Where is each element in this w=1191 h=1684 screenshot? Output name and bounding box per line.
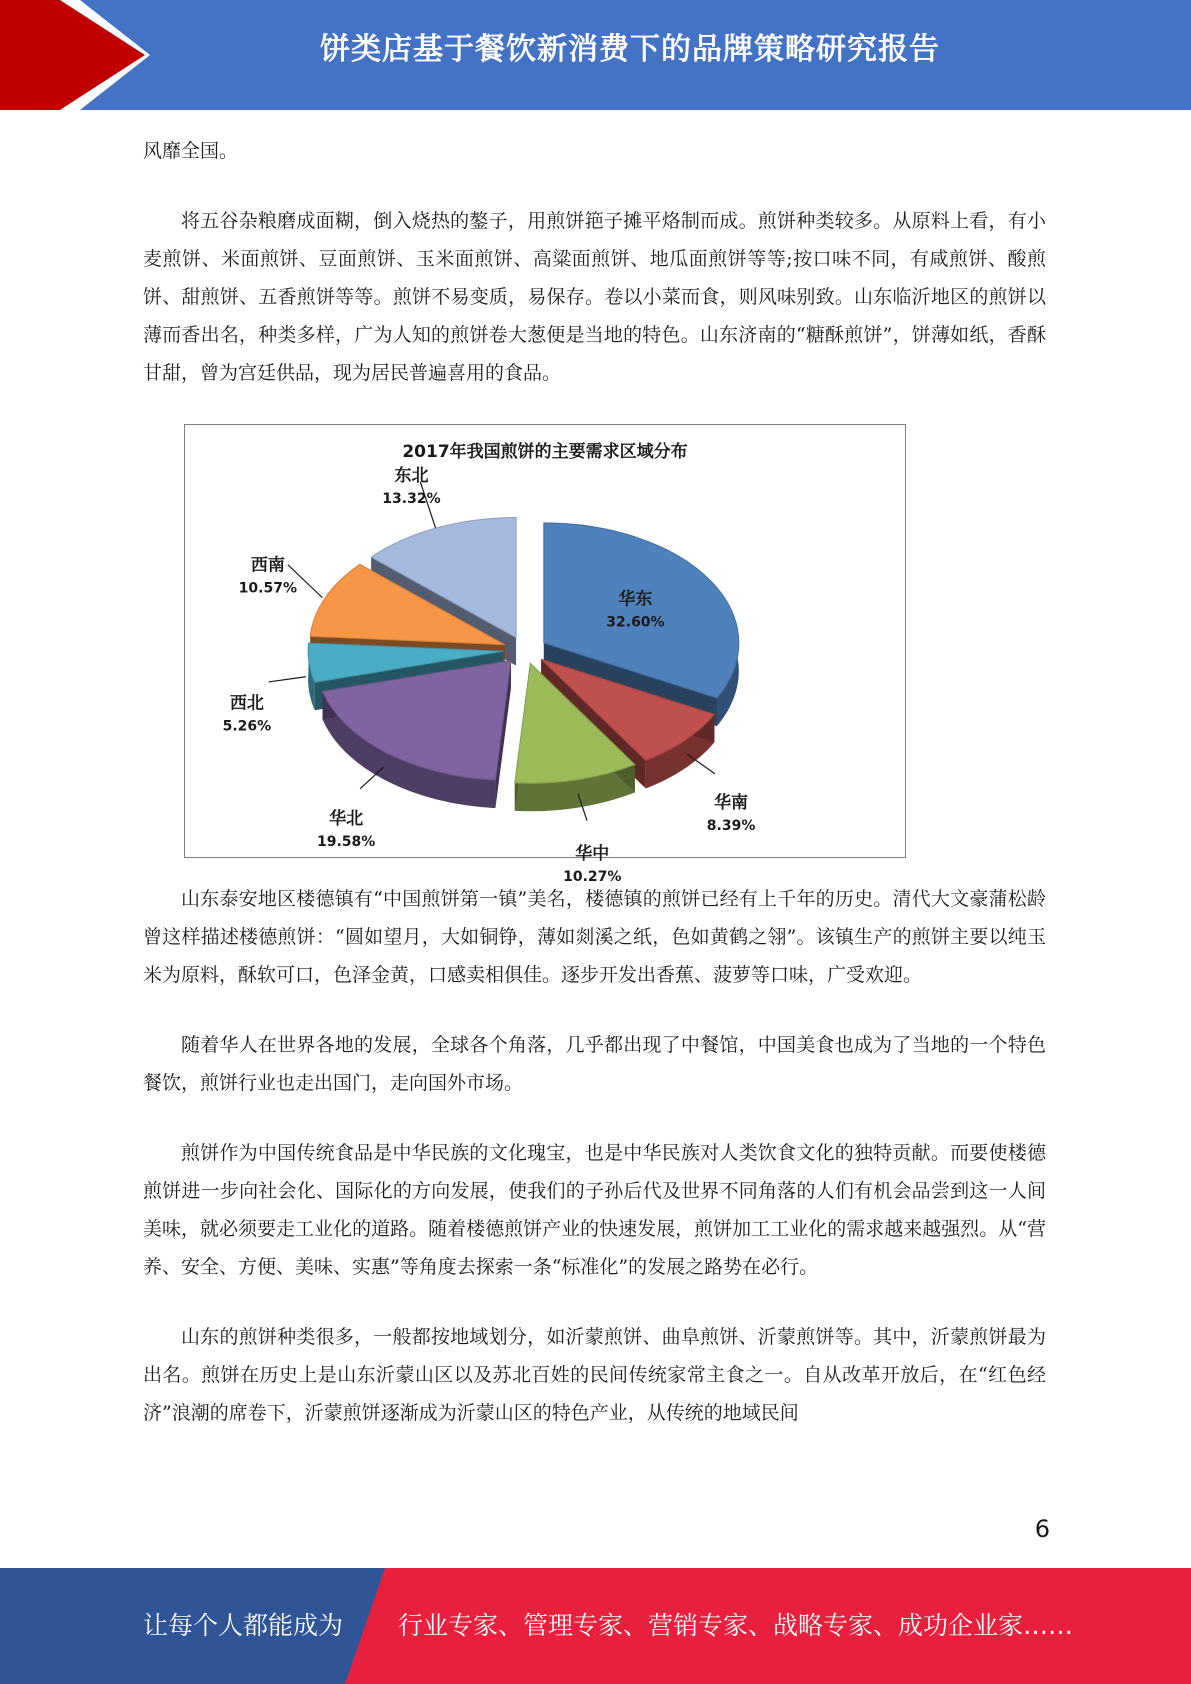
pie-chart <box>185 425 905 885</box>
slice-label: 东北 <box>394 465 429 486</box>
leader-line <box>687 754 715 774</box>
paragraph-shandong-types: 山东的煎饼种类很多，一般都按地域划分，如沂蒙煎饼、曲阜煎饼、沂蒙煎饼等。其中，沂蒙煎饼最为出名。煎饼在历史上是山东沂蒙山区以及苏北百姓的民间传统家常主食之一。自从改革开放后，在“红色经济”浪潮的席卷下，沂蒙煎饼逐渐成为沂蒙山区的特色产业，从传统的地域民间 <box>143 1326 1046 1424</box>
slice-value-label: 5.26% <box>222 718 272 735</box>
slice-label: 西北 <box>229 693 264 714</box>
slice-value-label: 19.58% <box>316 834 376 851</box>
slice-label: 华中 <box>575 843 610 864</box>
slice-label: 华南 <box>714 793 749 814</box>
chart-title: 2017年我国煎饼的主要需求区域分布 <box>402 442 688 462</box>
footer-band <box>0 1568 1191 1684</box>
slice-value-label: 13.32% <box>382 490 441 507</box>
pie-chart-figure <box>184 424 906 885</box>
report-title: 饼类店基于餐饮新消费下的品牌策略研究报告 <box>320 32 940 67</box>
slice-value-label: 10.57% <box>238 580 297 597</box>
footer-slogan-left: 让每个人都能成为 <box>143 1611 344 1640</box>
slice-label: 华东 <box>618 589 653 610</box>
paragraph-overseas: 随着华人在世界各地的发展，全球各个角落，几乎都出现了中餐馆，中国美食也成为了当地的一个特色餐饮，煎饼行业也走出国门，走向国外市场。 <box>143 1034 1046 1094</box>
leader-line <box>269 677 306 682</box>
paragraph-continuation: 风靡全国。 <box>143 140 239 162</box>
slice-label: 华北 <box>329 809 364 830</box>
paragraph-industrialization: 煎饼作为中国传统食品是中华民族的文化瑰宝，也是中华民族对人类饮食文化的独特贡献。而要使楼德煎饼进一步向社会化、国际化的方向发展，使我们的子孙后代及世界不同角落的人们有机会品尝到这一人间美味，就必须要走工业化的道路。随着楼德煎饼产业的快速发展，煎饼加工工业化的需求越来越强烈。从“营养、安全、方便、美味、实惠”等角度去探索一条“标准化”的发展之路势在必行。 <box>143 1142 1046 1278</box>
slice-label: 西南 <box>250 555 285 576</box>
slice-value-label: 8.39% <box>706 818 756 835</box>
slice-value-label: 32.60% <box>606 614 665 631</box>
slice-value-label: 10.27% <box>563 868 622 885</box>
header-band <box>0 0 1191 110</box>
footer-slogan-right: 行业专家、管理专家、营销专家、战略专家、成功企业家…… <box>398 1611 1074 1640</box>
paragraph-jianbing-making: 将五谷杂粮磨成面糊，倒入烧热的鏊子，用煎饼筢子摊平烙制而成。煎饼种类较多。从原料上看，有小麦煎饼、米面煎饼、豆面煎饼、玉米面煎饼、高粱面煎饼、地瓜面煎饼等等;按口味不同，有咸煎饼、酸煎饼、甜煎饼、五香煎饼等等。煎饼不易变质，易保存。卷以小菜而食，则风味别致。山东临沂地区的煎饼以薄而香出名，种类多样，广为人知的煎饼卷大葱便是当地的特色。山东济南的“糖酥煎饼”，饼薄如纸，香酥甘甜，曾为宫廷供品，现为居民普遍喜用的食品。 <box>143 210 1046 384</box>
page-number: 6 <box>1034 1515 1050 1543</box>
paragraph-loude-town: 山东泰安地区楼德镇有“中国煎饼第一镇”美名，楼德镇的煎饼已经有上千年的历史。清代大文豪蒲松龄曾这样描述楼德煎饼：“圆如望月，大如铜铮，薄如剡溪之纸，色如黄鹤之翎”。该镇生产的煎饼主要以纯玉米为原料，酥软可口，色泽金黄，口感卖相俱佳。逐步开发出香蕉、菠萝等口味，广受欢迎。 <box>143 888 1046 986</box>
page-content <box>143 132 1046 1432</box>
